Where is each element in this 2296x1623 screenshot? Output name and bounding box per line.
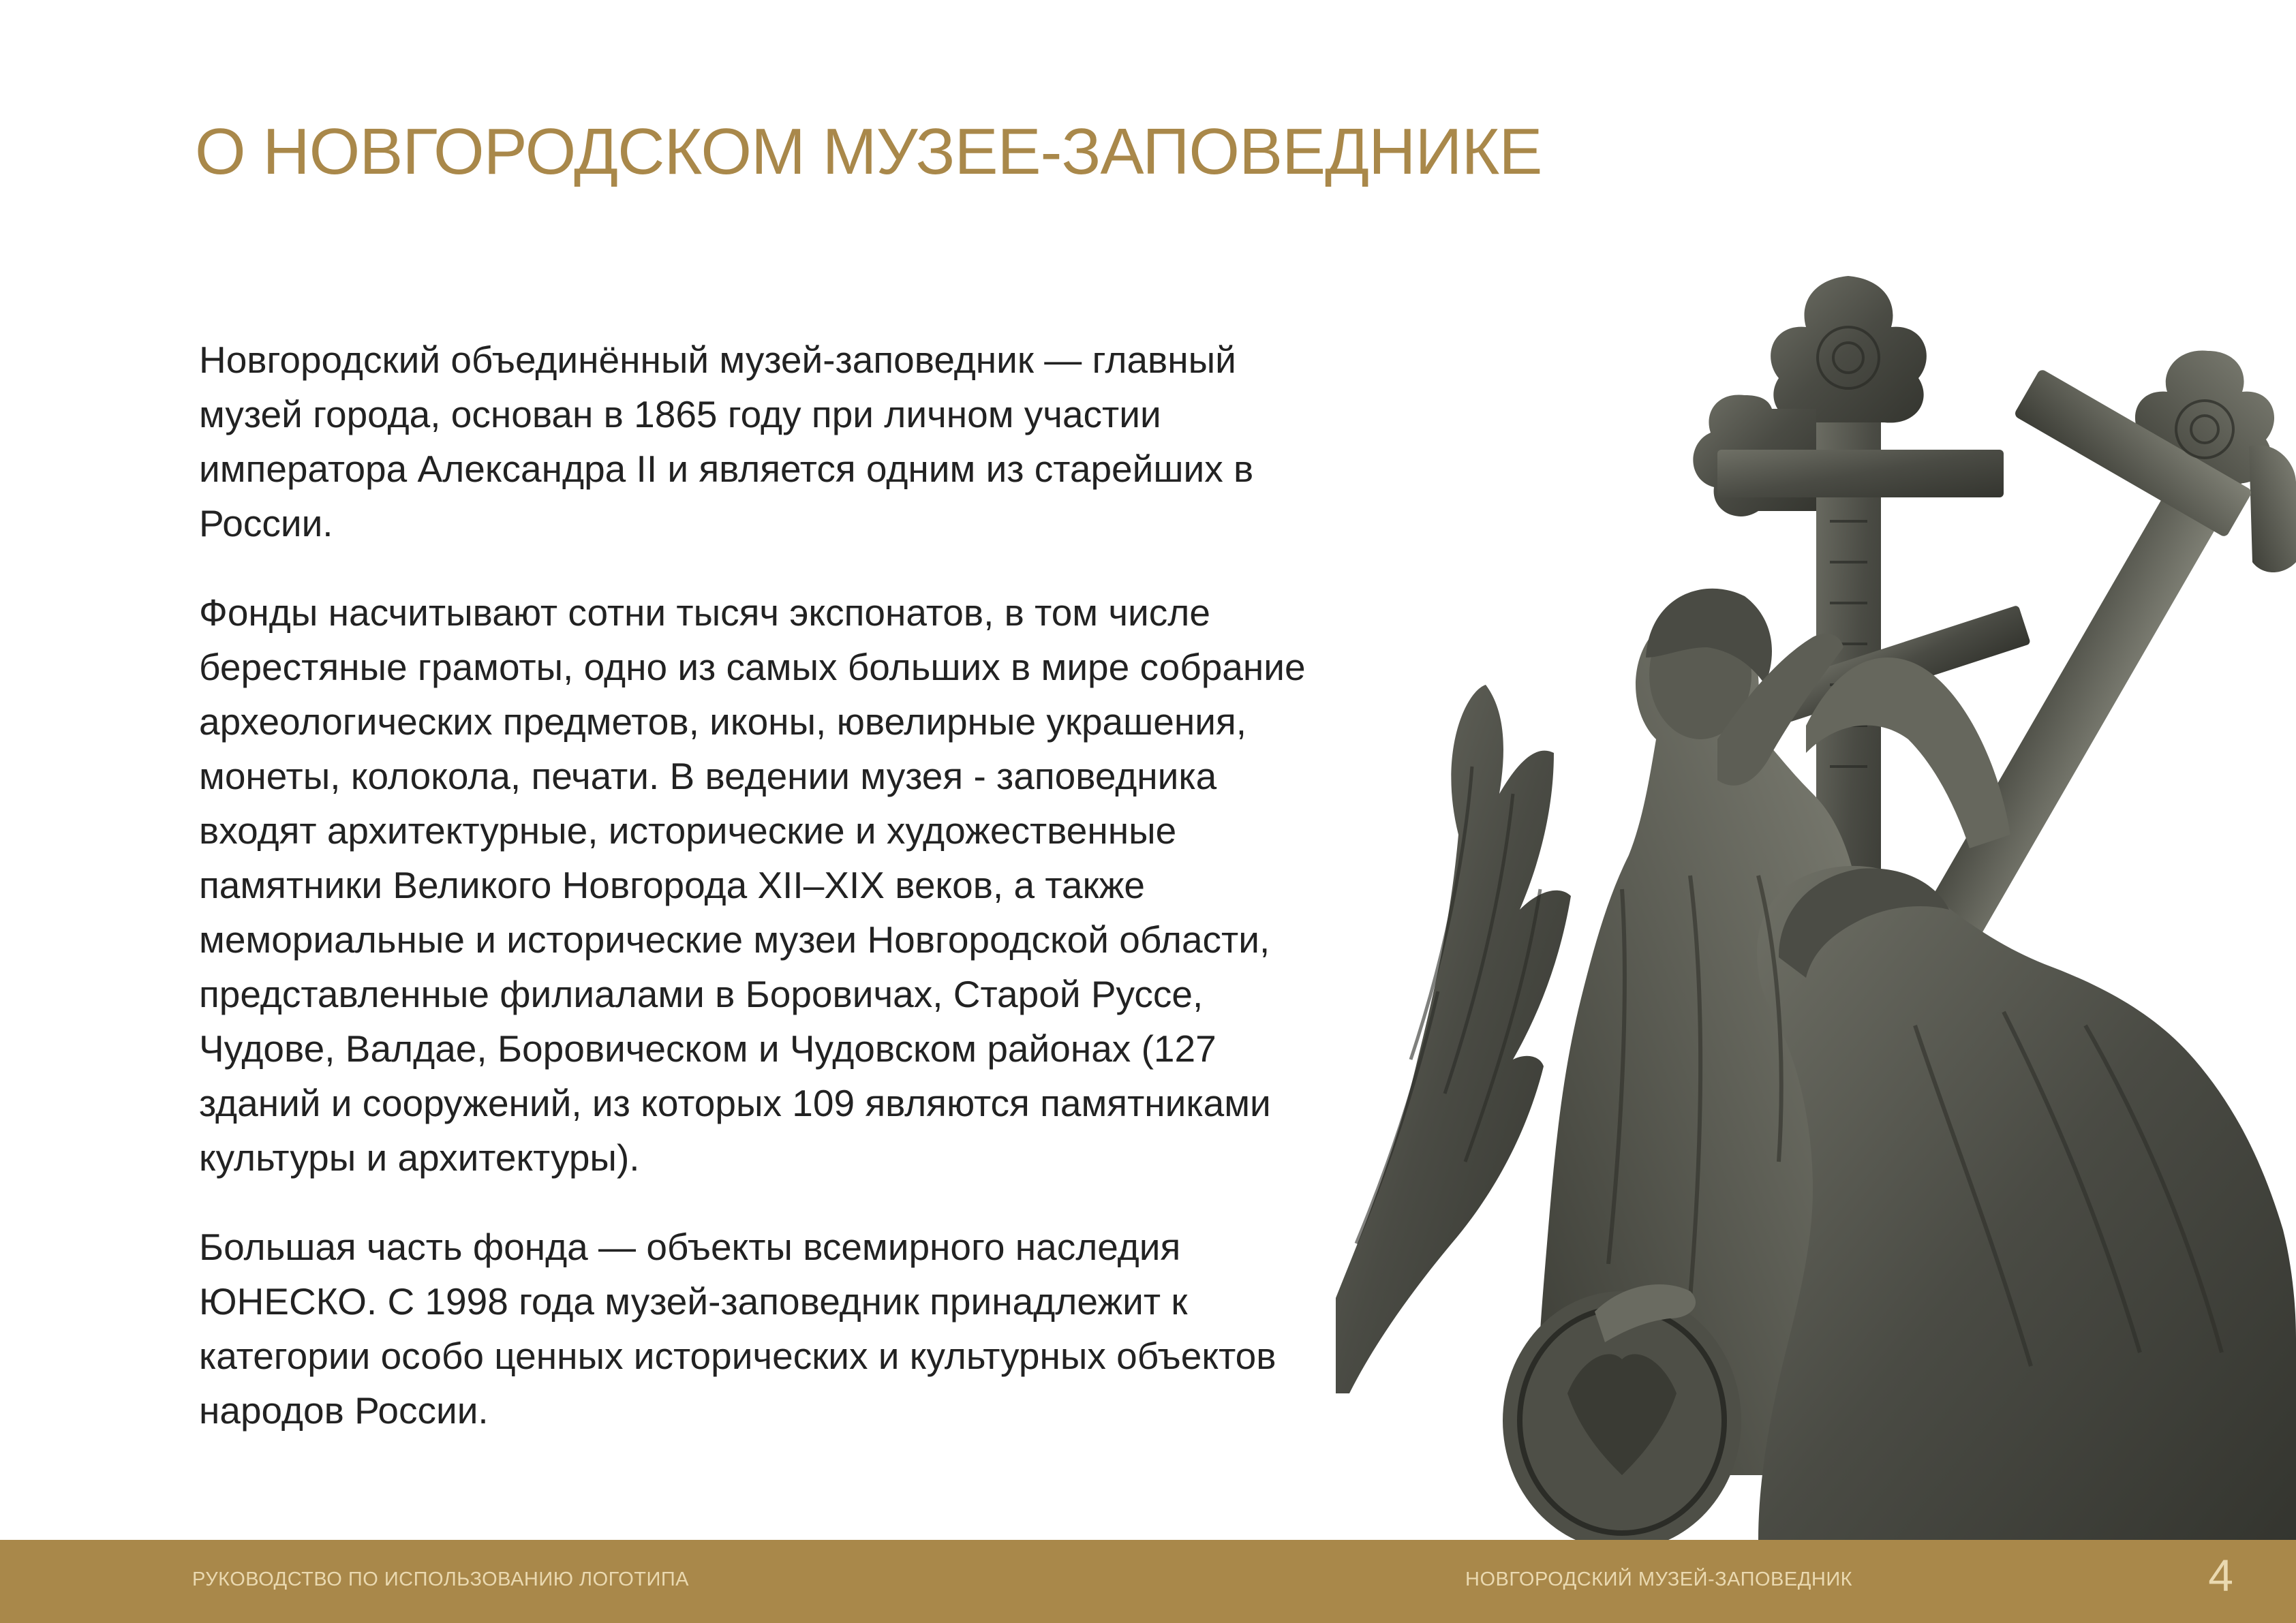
paragraph-unesco: Большая часть фонда — объекты всемирного наследия ЮНЕСКО. С 1998 года музей-заповедник принадлежит к категории особо ценных исторических и культурных объектов народов России. [199, 1226, 1276, 1432]
paragraph-founding: Новгородский объединённый музей-заповедник — главный музей города, основан в 1865 году при личном участии императора Александра II и является одним из старейших в России. [199, 339, 1254, 544]
paragraph-collections: Фонды насчитывают сотни тысяч экспонатов, в том числе берестяные грамоты, одно из самых больших в мире собрание археологических предметов, иконы, ювелирные украшения, монеты, колокола, печати. В ведении музея - заповедника входят архитектурные, исторические и художественные памятники Великого Новгорода XII–XIX веков, а также мемориальные и исторические музеи Новгородской области, представленные филиалами в Боровичах, Старой Руссе, Чудове, Валдае, Боровическом и Чудовском районах (127 зданий и сооружений, из которых 109 являются памятниками культуры и архитектуры). [199, 591, 1306, 1179]
monument-photo [1336, 276, 2296, 1540]
kneeling-figure [1757, 866, 2296, 1540]
page-title: О НОВГОРОДСКОМ МУЗЕЕ-ЗАПОВЕДНИКЕ [195, 115, 1542, 188]
footer-bar [0, 1540, 2296, 1623]
footer-museum-label: НОВГОРОДСКИЙ МУЗЕЙ-ЗАПОВЕДНИК [1465, 1568, 1853, 1590]
footer-guide-label: РУКОВОДСТВО ПО ИСПОЛЬЗОВАНИЮ ЛОГОТИПА [192, 1568, 690, 1590]
page-number: 4 [2208, 1550, 2233, 1601]
angel-wing [1336, 685, 1571, 1393]
body-text [199, 333, 1317, 1438]
